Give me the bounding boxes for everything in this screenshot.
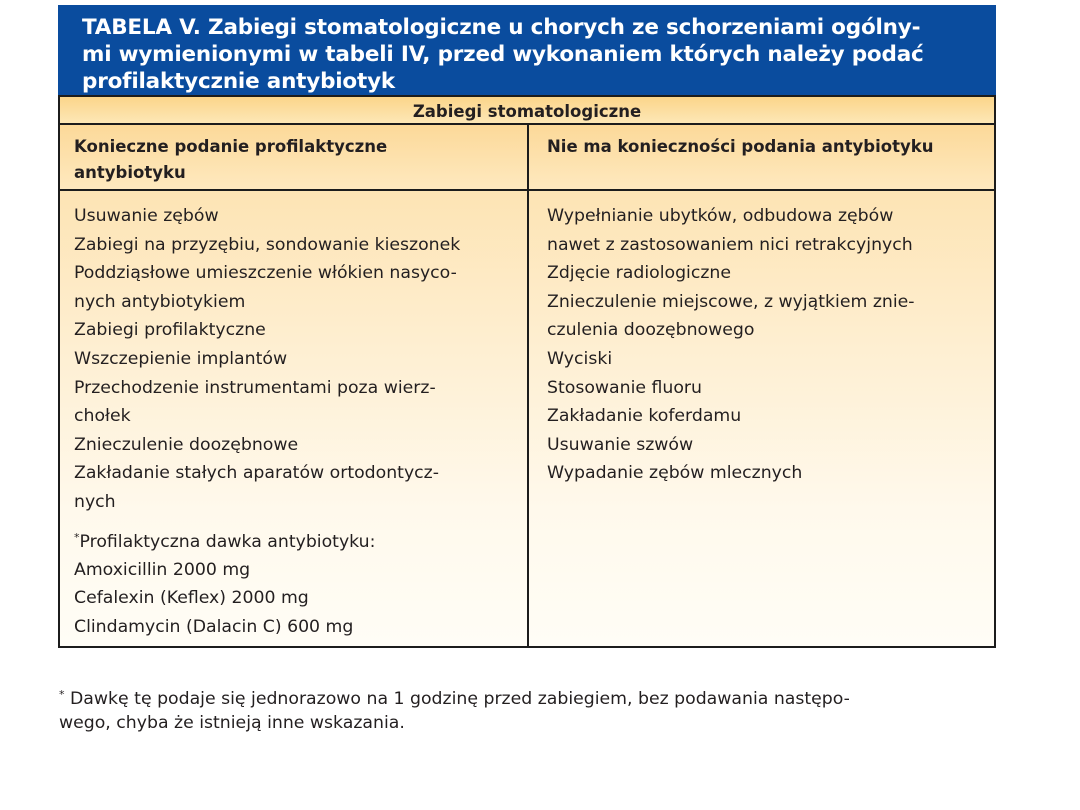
table-title xyxy=(58,5,996,95)
list-item: Znieczulenie doozębnowe xyxy=(74,434,299,455)
dose-item: Cefalexin (Keflex) 2000 mg xyxy=(74,588,309,609)
dose-label-text: Profilaktyczna dawka antybiotyku: xyxy=(79,531,376,552)
list-item: Zdjęcie radiologiczne xyxy=(547,263,732,284)
footnote-line: wego, chyba że istnieją inne wskazania. xyxy=(59,713,405,733)
left-header-line: antybiotyku xyxy=(74,163,186,182)
table-body xyxy=(58,95,996,648)
asterisk-marker: * xyxy=(59,688,65,701)
dose-item: Clindamycin (Dalacin C) 600 mg xyxy=(74,616,354,637)
dose-label xyxy=(74,524,517,556)
table-content-row xyxy=(60,191,994,646)
dose-item: Amoxicillin 2000 mg xyxy=(74,559,251,580)
list-item: Przechodzenie instrumentami poza wierz- xyxy=(74,377,436,398)
footnote-line xyxy=(59,683,1019,711)
list-item: Znieczulenie miejscowe, z wyjątkiem znie- xyxy=(547,291,915,312)
left-header-line: Konieczne podanie profilaktyczne xyxy=(74,137,388,156)
right-column-header: Nie ma konieczności podania antybiotyku xyxy=(547,137,934,156)
title-line: TABELA V. Zabiegi stomatologiczne u chorych ze schorzeniami ogólny- xyxy=(82,15,921,40)
list-item: nawet z zastosowaniem nici retrakcyjnych xyxy=(547,234,913,255)
antibiotic-not-required-column xyxy=(529,191,994,646)
title-line: mi wymienionymi w tabeli IV, przed wykonaniem których należy podać xyxy=(82,42,924,67)
list-item: czulenia doozębnowego xyxy=(547,320,755,341)
dose-block xyxy=(74,524,517,642)
list-item: Wypadanie zębów mlecznych xyxy=(547,463,803,484)
list-item: Zakładanie stałych aparatów ortodontycz- xyxy=(74,463,439,484)
list-item: chołek xyxy=(74,406,131,427)
list-item: Usuwanie szwów xyxy=(547,434,694,455)
list-item: Wszczepienie implantów xyxy=(74,348,288,369)
asterisk-marker: * xyxy=(74,530,80,544)
title-line: profilaktycznie antybiotyk xyxy=(82,69,395,94)
list-item: Usuwanie zębów xyxy=(74,206,219,226)
list-item: nych xyxy=(74,491,116,512)
list-item: Zabiegi na przyzębiu, sondowanie kieszonek xyxy=(74,234,461,255)
list-item: Zakładanie koferdamu xyxy=(547,406,742,427)
list-item: Stosowanie fluoru xyxy=(547,377,702,398)
column-headers xyxy=(60,125,994,191)
list-item: Wypełnianie ubytków, odbudowa zębów xyxy=(547,206,894,226)
footnote xyxy=(59,683,1019,735)
left-column-header xyxy=(60,125,529,189)
list-item: Zabiegi profilaktyczne xyxy=(74,320,266,341)
list-item: Wyciski xyxy=(547,348,613,369)
footnote-text: Dawkę tę podaje się jednorazowo na 1 godzinę przed zabiegiem, bez podawania następo- xyxy=(70,689,850,709)
group-header: Zabiegi stomatologiczne xyxy=(60,95,994,125)
list-item: Poddziąsłowe umieszczenie włókien nasyco- xyxy=(74,263,457,284)
antibiotic-required-column xyxy=(60,191,529,646)
dental-procedures-table xyxy=(58,5,996,648)
list-item: nych antybiotykiem xyxy=(74,291,246,312)
